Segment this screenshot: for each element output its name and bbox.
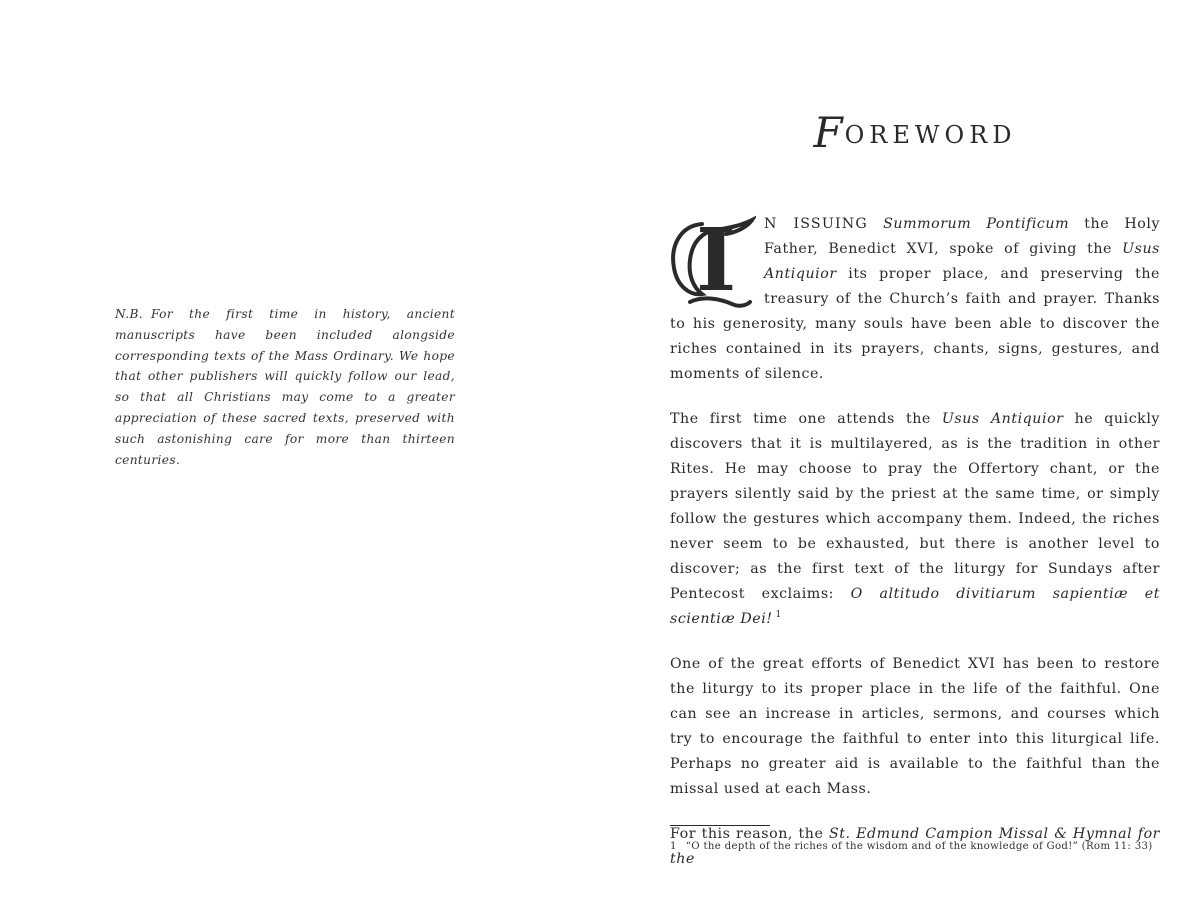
- footnote-rule: [670, 825, 770, 826]
- nb-label: N.B.: [115, 307, 143, 321]
- footnote-ref[interactable]: 1: [775, 610, 782, 621]
- footnote-text: “O the depth of the riches of the wisdom and of the knowledge of God!” (Rom 11: 33): [685, 841, 1153, 852]
- p1-text-2: its proper place, and preserving the treasury of the Church’s faith and prayer. Thanks to his generosity, many souls have been able to discover the riches contained in its prayers, chants, signs, gestures, and moments of silence.: [670, 266, 1160, 382]
- p2-italic-2: O altitudo divitiarum sapientiæ et scientiæ Dei!: [670, 586, 1160, 627]
- p1-lead: N ISSUING: [764, 216, 868, 232]
- drop-cap-letter: I: [696, 210, 737, 311]
- paragraph-1: [670, 212, 1160, 387]
- nb-note: [115, 304, 455, 470]
- p4-text-1: For this reason, the: [670, 826, 829, 842]
- p1-italic-2: Usus Antiquior: [764, 241, 1160, 282]
- p2-text-1: The first time one attends the: [670, 411, 942, 427]
- drop-cap: [668, 212, 756, 310]
- paragraph-2: [670, 407, 1160, 632]
- footnote: [670, 840, 1170, 854]
- p2-italic-1: Usus Antiquior: [941, 411, 1064, 427]
- foreword-body: [670, 212, 1160, 892]
- title-first-letter: F: [813, 108, 845, 157]
- p1-italic-1: Summorum Pontificum: [883, 216, 1070, 232]
- paragraph-3: One of the great efforts of Benedict XVI has been to restore the liturgy to its proper place in the life of the faithful. One can see an increase in articles, sermons, and courses which try to encourage the faithful to enter into this liturgical life. Perhaps no greater aid is available to the faithful than the missal used at each Mass.: [670, 656, 1160, 797]
- p1-text-1: the Holy Father, Benedict XVI, spoke of giving the: [764, 216, 1161, 257]
- title-rest: OREWORD: [844, 121, 1017, 149]
- p4-italic-1: St. Edmund Campion Missal & Hymnal for the: [670, 826, 1160, 867]
- right-page: [600, 0, 1200, 900]
- footnote-number: 1: [670, 841, 677, 852]
- p2-text-2: he quickly discovers that it is multilayered, as is the tradition in other Rites. He may choose to pray the Offertory chant, or the prayers silently said by the priest at the same time, or simply follow the gestures which accompany them. Indeed, the riches never seem to be exhausted, but there is another level to discover; as the first text of the liturgy for Sundays after Pentecost exclaims:: [670, 411, 1160, 602]
- nb-note-text: For the first time in history, ancient manuscripts have been included alongside corresponding texts of the Mass Ordinary. We hope that other publishers will quickly follow our lead, so that all Christians may come to a greater appreciation of these sacred texts, preserved with such astonishing care for more than thirteen centuries.: [115, 307, 455, 467]
- page-title: [600, 108, 1200, 157]
